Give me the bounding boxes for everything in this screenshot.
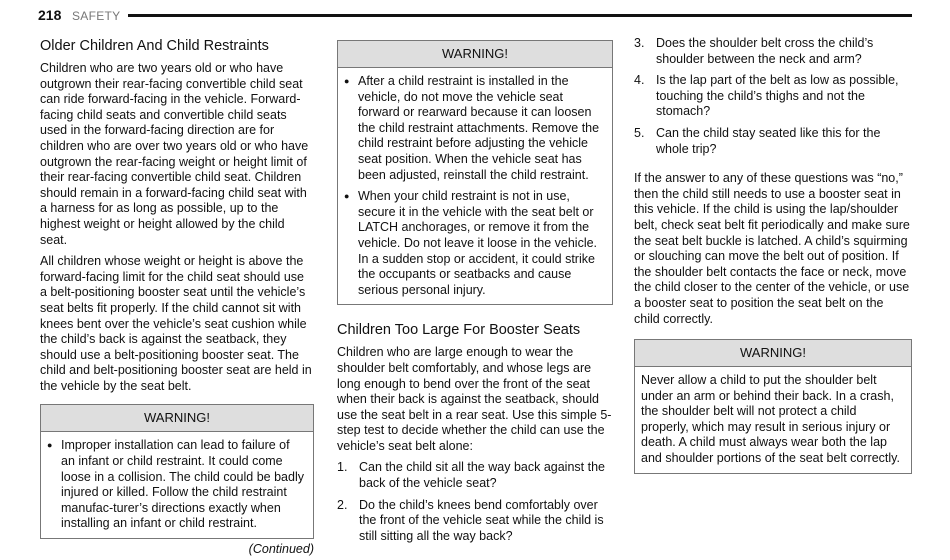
warning-item-text: Improper installation can lead to failure of an infant or child restraint. It could come loose in a collision. The child could be badly injured or killed. Follow the child restraint manufac-turer’s directions exactly when installing an infant or child restraint. bbox=[61, 438, 304, 531]
paragraph: Children who are two years old or who have outgrown their rear-facing convertible child seat can ride forward-facing in the vehicle. Forward-facing child seats and convertible child seats used in the forward-facing direction are for children who are over two years old or who have outgrown the rear-facing weight or height limit of their rear-facing convertible child seat. Children should remain in a forward-facing child seat with a harness for as long as possible, up to the highest weight or height allowed by the child seat. bbox=[40, 61, 309, 247]
warning-title: WARNING! bbox=[41, 405, 313, 432]
list-item bbox=[634, 126, 912, 157]
warning-item bbox=[344, 74, 604, 183]
column-1 bbox=[40, 34, 314, 558]
page-number: 218 bbox=[38, 7, 62, 23]
list-number: 4. bbox=[634, 73, 645, 88]
warning-box bbox=[337, 40, 613, 305]
bullet-icon: ● bbox=[47, 440, 53, 451]
paragraph: Children who are large enough to wear the shoulder belt comfortably, and whose legs are long enough to bend over the front of the seat when their back is against the seatback, should use the seat belt in a rear seat. Use this simple 5-step test to decide whether the child can use the vehicle’s seat belt alone: bbox=[337, 345, 612, 453]
paragraph: All children whose weight or height is above the forward-facing limit for the child seat should use a belt-positioning booster seat until the vehicle’s seat belts fit properly. If the child cannot sit with knees bent over the vehicle’s seat cushion while the child’s back is against the seatback, they should use a belt-positioning booster seat. The child and belt-positioning booster seat are held in the vehicle by the seat belt. bbox=[40, 254, 312, 393]
warning-body bbox=[41, 432, 313, 538]
list-item bbox=[337, 460, 613, 491]
list-item-text: Do the child’s knees bend comfortably over the front of the vehicle seat while the child is still sitting all the way back? bbox=[359, 497, 604, 543]
list-item-text: Can the child stay seated like this for the whole trip? bbox=[656, 125, 881, 156]
warning-title: WARNING! bbox=[338, 41, 612, 68]
list-item-text: Does the shoulder belt cross the child’s shoulder between the neck and arm? bbox=[656, 36, 874, 66]
list-number: 2. bbox=[337, 497, 348, 512]
column-3 bbox=[634, 36, 912, 474]
list-item bbox=[634, 73, 912, 120]
header-rule bbox=[128, 14, 912, 17]
warning-body bbox=[338, 68, 612, 304]
list-number: 3. bbox=[634, 36, 645, 50]
warning-text: Never allow a child to put the shoulder belt under an arm or behind their back. In a crash, the shoulder belt will not protect a child properly, which may result in serious injury or death. A child must always wear both the lap and shoulder portions of the seat belt correctly. bbox=[641, 373, 900, 466]
warning-title: WARNING! bbox=[635, 340, 911, 367]
warning-box bbox=[634, 339, 912, 474]
warning-item-text: After a child restraint is installed in the vehicle, do not move the vehicle seat forward or rearward because it can loosen the child restraint attachments. Remove the child restraint before adjusting the vehicle seat position. When the vehicle seat has been adjusted, reinstall the child restraint. bbox=[358, 74, 600, 182]
paragraph: If the answer to any of these questions was “no,” then the child still needs to use a booster seat in this vehicle. If the child is using the lap/shoulder belt, check seat belt fit periodically and make sure the seat belt buckle is latched. A child’s squirming or slouching can move the belt out of position. If the shoulder belt contacts the face or neck, move the child closer to the center of the vehicle, or use a booster seat to position the seat belt on the child correctly. bbox=[634, 171, 910, 326]
continued-note: (Continued) bbox=[248, 542, 314, 557]
section-heading-older-children: Older Children And Child Restraints bbox=[40, 38, 269, 54]
warning-item-text: When your child restraint is not in use, secure it in the vehicle with the seat belt or LATCH anchorages, or remove it from the vehicle. Do not leave it loose in the vehicle. In a sudden stop or accident, it could strike the occupants or seatbacks and cause serious personal injury. bbox=[358, 189, 598, 297]
warning-body bbox=[635, 367, 911, 473]
list-item bbox=[634, 36, 912, 67]
page-header bbox=[38, 6, 912, 26]
warning-item bbox=[47, 438, 305, 532]
column-2 bbox=[337, 40, 613, 550]
section-heading-too-large: Children Too Large For Booster Seats bbox=[337, 322, 581, 339]
section-name: SAFETY bbox=[72, 9, 121, 23]
bullet-icon: ● bbox=[344, 191, 350, 202]
list-number: 5. bbox=[634, 125, 645, 140]
list-item bbox=[337, 498, 613, 545]
list-item-text: Can the child sit all the way back against the back of the vehicle seat? bbox=[359, 460, 605, 491]
bullet-icon: ● bbox=[344, 76, 350, 86]
list-item-text: Is the lap part of the belt as low as possible, touching the child’s thighs and not the stomach? bbox=[656, 73, 899, 119]
list-number: 1. bbox=[337, 460, 348, 475]
warning-item bbox=[344, 189, 604, 298]
warning-box bbox=[40, 404, 314, 539]
